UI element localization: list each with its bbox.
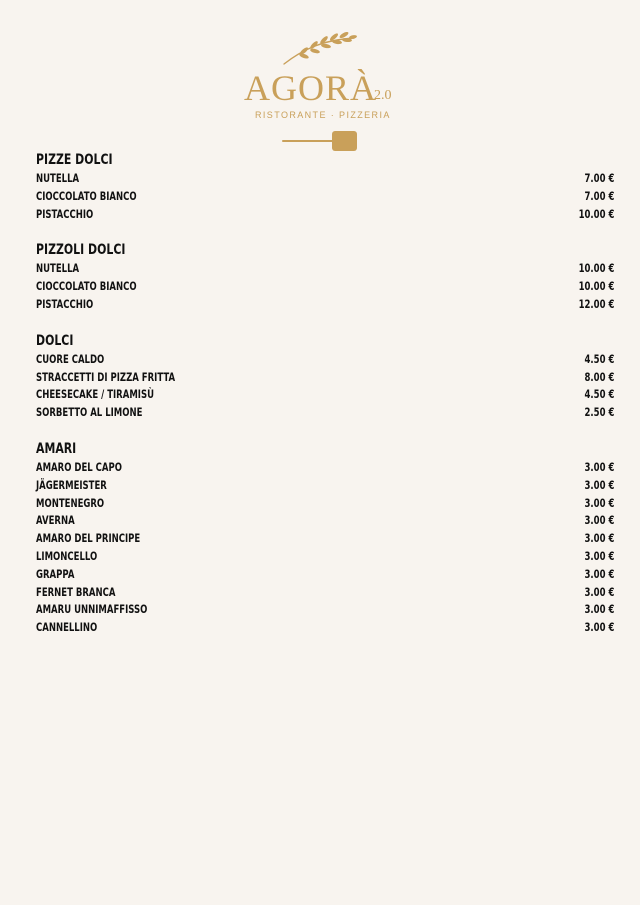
item-name: STRACCETTI DI PIZZA FRITTA	[36, 369, 176, 384]
menu-item	[36, 459, 614, 477]
item-name: AMARU UNNIMAFFISSO	[36, 602, 148, 617]
item-name: JÄGERMEISTER	[36, 477, 107, 492]
menu-item	[36, 619, 614, 637]
item-name: CIOCCOLATO BIANCO	[36, 188, 137, 203]
item-name: GRAPPA	[36, 566, 75, 581]
menu-item	[36, 386, 614, 404]
item-price: 7.00 €	[584, 188, 614, 203]
menu-item	[36, 584, 614, 602]
menu-item	[36, 495, 614, 513]
menu-item	[36, 601, 614, 619]
wheat-icon	[282, 28, 358, 66]
item-price: 3.00 €	[584, 584, 614, 599]
item-name: CANNELLINO	[36, 620, 98, 635]
menu-item	[36, 351, 614, 369]
item-price: 3.00 €	[584, 459, 614, 474]
item-price: 3.00 €	[584, 566, 614, 581]
menu-item	[36, 170, 614, 188]
item-name: AVERNA	[36, 513, 75, 528]
item-price: 3.00 €	[584, 477, 614, 492]
item-name: CIOCCOLATO BIANCO	[36, 279, 137, 294]
menu-item	[36, 369, 614, 387]
menu-item	[36, 530, 614, 548]
item-name: LIMONCELLO	[36, 548, 98, 563]
item-price: 4.50 €	[584, 351, 614, 366]
item-name: SORBETTO AL LIMONE	[36, 405, 143, 420]
item-price: 4.50 €	[584, 387, 614, 402]
section-title: PIZZOLI DOLCI	[36, 242, 126, 259]
item-name: CUORE CALDO	[36, 351, 105, 366]
item-price: 3.00 €	[584, 513, 614, 528]
item-name: FERNET BRANCA	[36, 584, 116, 599]
pizza-peel-icon	[282, 130, 358, 152]
menu-item	[36, 477, 614, 495]
section-title: PIZZE DOLCI	[36, 152, 113, 168]
item-name: CHEESECAKE / TIRAMISÙ	[36, 387, 154, 402]
menu-item	[36, 260, 614, 278]
item-price: 10.00 €	[578, 206, 614, 221]
item-price: 10.00 €	[578, 261, 614, 276]
section-title: AMARI	[36, 440, 77, 457]
item-price: 10.00 €	[578, 279, 614, 294]
item-name: PISTACCHIO	[36, 296, 94, 311]
brand-subtitle: RISTORANTE · PIZZERIA	[255, 110, 391, 120]
menu-item	[36, 566, 614, 584]
menu-item	[36, 548, 614, 566]
item-name: AMARO DEL PRINCIPE	[36, 531, 141, 546]
menu-item	[36, 404, 614, 422]
menu-section	[36, 241, 614, 313]
menu-item	[36, 188, 614, 206]
item-name: PISTACCHIO	[36, 206, 94, 221]
menu-section	[36, 151, 614, 223]
menu-item	[36, 512, 614, 530]
item-price: 3.00 €	[584, 548, 614, 563]
item-price: 8.00 €	[584, 369, 614, 384]
item-price: 3.00 €	[584, 495, 614, 510]
menu-item	[36, 278, 614, 296]
menu-section	[36, 440, 614, 637]
item-name: AMARO DEL CAPO	[36, 459, 122, 474]
menu-item	[36, 296, 614, 314]
brand-version: 2.0	[374, 88, 392, 103]
brand-name: AGORÀ	[244, 68, 378, 108]
menu-list	[36, 151, 614, 655]
item-price: 2.50 €	[584, 405, 614, 420]
menu-item	[36, 206, 614, 224]
restaurant-logo	[0, 0, 640, 160]
item-name: MONTENEGRO	[36, 495, 105, 510]
item-price: 7.00 €	[584, 171, 614, 185]
section-title: DOLCI	[36, 332, 74, 349]
item-price: 3.00 €	[584, 531, 614, 546]
item-name: NUTELLA	[36, 171, 80, 185]
item-price: 3.00 €	[584, 602, 614, 617]
menu-section	[36, 332, 614, 422]
item-name: NUTELLA	[36, 261, 80, 276]
item-price: 12.00 €	[578, 296, 614, 311]
item-price: 3.00 €	[584, 620, 614, 635]
